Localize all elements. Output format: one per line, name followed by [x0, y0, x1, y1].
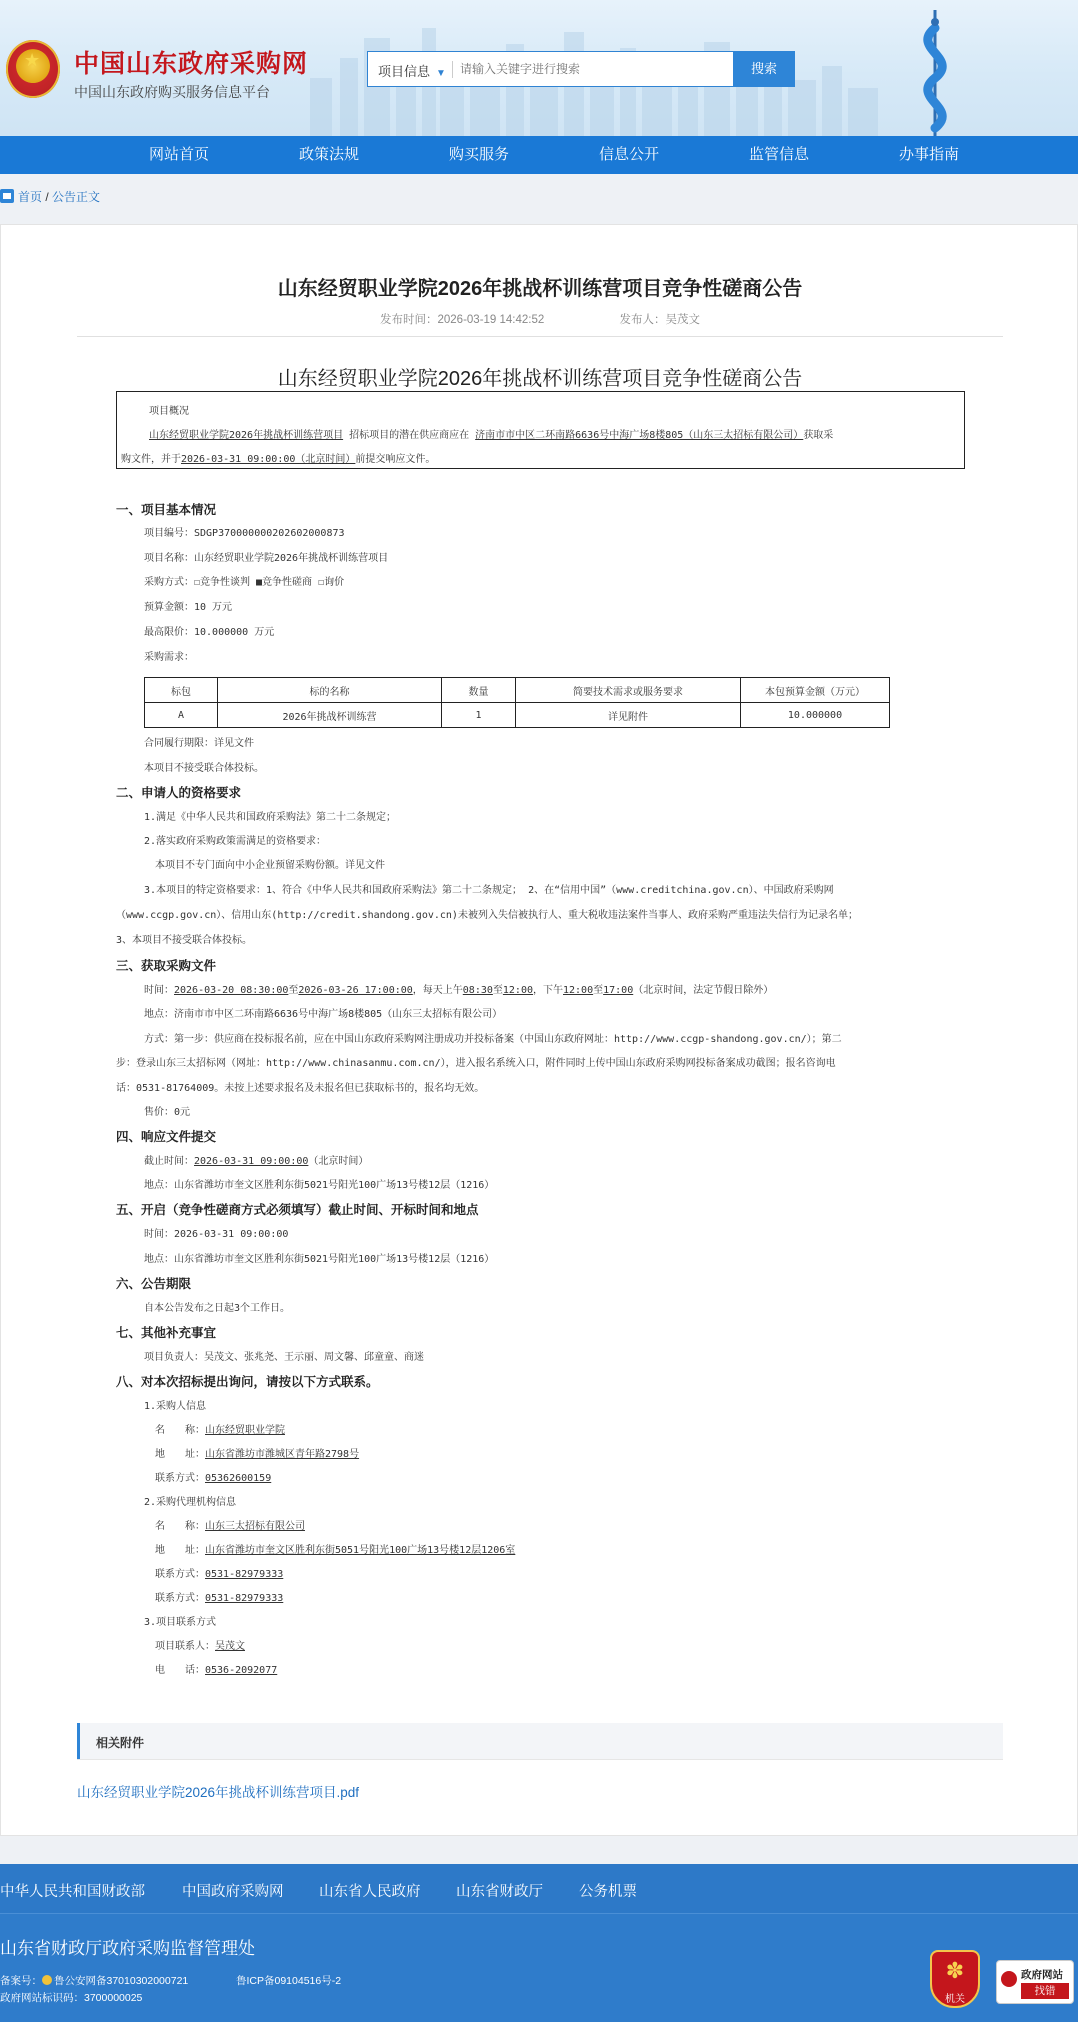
section-heading: 五、开启（竞争性磋商方式必须填写）截止时间、开标时间和地点	[116, 1203, 479, 1217]
spring-tower-icon	[900, 8, 970, 136]
site-footer	[0, 1864, 1078, 2022]
section-heading: 六、公告期限	[116, 1277, 192, 1291]
section-heading: 二、申请人的资格要求	[116, 786, 242, 800]
nav-item-guide[interactable]: 办事指南	[899, 146, 960, 163]
table-header-cell: 标的名称	[218, 678, 442, 703]
project-name: 项目名称：山东经贸职业学院2026年挑战杯训练营项目	[144, 553, 389, 564]
attachments-heading: 相关附件	[96, 1736, 145, 1750]
submission-deadline: 截止时间：2026-03-31 09:00:00（北京时间）	[144, 1156, 369, 1167]
qualification-line: 3.本项目的特定资格要求：1、符合《中华人民共和国政府采购法》第二十二条规定； 2、在“信用中国”（www.creditchina.gov.cn）、中国政府采购网	[144, 885, 834, 896]
project-contact-heading: 3.项目联系方式	[144, 1617, 217, 1628]
attachments-header	[77, 1723, 1003, 1759]
table-header-row	[145, 678, 890, 703]
find-error-badge[interactable]	[996, 1960, 1074, 2004]
table-cell: 10.000000	[741, 703, 890, 728]
breadcrumb	[0, 188, 100, 205]
project-contact: 项目联系人：吴茂文	[155, 1641, 245, 1652]
attachment-link[interactable]: 山东经贸职业学院2026年挑战杯训练营项目.pdf	[77, 1785, 360, 1800]
party-government-badge[interactable]	[930, 1950, 980, 2008]
publish-time: 发布时间：2026-03-19 14:42:52	[380, 314, 545, 326]
procurement-method: 采购方式：☐竞争性谈判 ■竞争性磋商 ☐询价	[144, 577, 345, 588]
project-phone: 电 话：0536-2092077	[155, 1665, 278, 1676]
badge-label: 机关	[945, 1994, 965, 2005]
main-nav	[0, 136, 1078, 174]
qualification-line: 2.落实政府采购政策需满足的资格要求：	[144, 836, 327, 847]
breadcrumb-home[interactable]: 首页	[18, 190, 43, 204]
title-divider	[77, 336, 1003, 337]
caret-down-icon: ▼	[436, 68, 446, 79]
footer-links	[0, 1864, 1078, 1914]
icp-record[interactable]: 鲁ICP备09104516号-2	[236, 1975, 342, 1987]
search-input[interactable]	[460, 58, 690, 80]
project-overview-box	[116, 391, 965, 469]
gov-logo-icon	[1001, 1971, 1017, 1987]
document-title: 山东经贸职业学院2026年挑战杯训练营项目竞争性磋商公告	[277, 368, 803, 390]
attachments-divider	[77, 1759, 1003, 1760]
buyer-address: 地 址：山东省潍坊市潍城区青年路2798号	[155, 1449, 360, 1460]
agent-address: 地 址：山东省潍坊市奎文区胜利东街5051号阳光100广场13号楼12层1206室	[155, 1545, 516, 1556]
table-cell: 详见附件	[516, 703, 741, 728]
site-code: 政府网站标识码：3700000025	[0, 1992, 143, 2004]
nav-item-disclosure[interactable]: 信息公开	[599, 146, 660, 163]
agent-name: 名 称：山东三太招标有限公司	[155, 1521, 305, 1532]
search-bar	[367, 51, 795, 87]
article-meta	[1, 311, 1078, 327]
section-heading: 一、项目基本情况	[116, 503, 217, 517]
footer-link-shandong-gov[interactable]: 山东省人民政府	[319, 1884, 421, 1900]
footer-link-ccgp[interactable]: 中国政府采购网	[182, 1884, 284, 1900]
search-divider	[452, 61, 453, 78]
acquisition-time: 时间：2026-03-20 08:30:00至2026-03-26 17:00:00，每天上午08:30至12:00，下午12:00至17:00（北京时间，法定节假日除外）	[144, 985, 774, 996]
police-record[interactable]: 备案号： 鲁公安网备37010302000721	[0, 1975, 189, 1987]
search-category-select[interactable]: 项目信息 ▼	[378, 64, 446, 79]
article-panel	[0, 224, 1078, 1836]
qualification-line: 3、本项目不接受联合体投标。	[116, 935, 253, 946]
document-price: 售价：0元	[144, 1107, 191, 1118]
table-header-cell: 简要技术需求或服务要求	[516, 678, 741, 703]
contract-period: 合同履行期限：详见文件	[144, 738, 254, 749]
page-title: 山东经贸职业学院2026年挑战杯训练营项目竞争性磋商公告	[277, 278, 803, 300]
nav-item-policy[interactable]: 政策法规	[299, 146, 360, 163]
table-header-cell: 数量	[442, 678, 516, 703]
table-header-cell: 本包预算金额（万元）	[741, 678, 890, 703]
qualification-line: 1.满足《中华人民共和国政府采购法》第二十二条规定；	[144, 812, 397, 823]
agent-contact: 联系方式：0531-82979333	[155, 1593, 284, 1604]
overview-heading: 项目概况	[149, 406, 189, 417]
section-heading: 八、对本次招标提出询问，请按以下方式联系。	[116, 1375, 379, 1389]
acquisition-method: 方式：第一步：供应商在投标报名前，应在中国山东政府采购网注册成功并投标备案（中国山东政府网址：http://www.ccgp-shandong.gov.cn/）；第二	[144, 1034, 842, 1045]
national-emblem-icon	[6, 40, 60, 98]
table-header-cell: 标包	[145, 678, 218, 703]
table-row	[145, 703, 890, 728]
nav-item-supervision[interactable]: 监管信息	[749, 146, 810, 163]
table-cell: 2026年挑战杯训练营	[218, 703, 442, 728]
footer-organization: 山东省财政厅政府采购监督管理处	[0, 1939, 255, 1958]
emblem-glyph-icon: ✽	[945, 1958, 965, 1983]
project-leaders: 项目负责人：吴茂文、张兆尧、王示丽、周文馨、邱童童、商迷	[144, 1352, 424, 1363]
lot-table	[144, 677, 890, 728]
opening-time: 时间：2026-03-31 09:00:00	[144, 1229, 289, 1240]
submission-place: 地点：山东省潍坊市奎文区胜利东街5021号阳光100广场13号楼12层（1216）	[144, 1180, 495, 1191]
buyer-contact: 联系方式：05362600159	[155, 1473, 272, 1484]
acquisition-method: 话：0531-81764009。未按上述要求报名及未报名但已获取标书的，报名均无效。	[116, 1083, 485, 1094]
site-title[interactable]: 中国山东政府采购网	[74, 50, 309, 78]
acquisition-place: 地点：济南市市中区二环南路6636号中海广场8楼805（山东三太招标有限公司）	[144, 1009, 503, 1020]
nav-item-home[interactable]: 网站首页	[149, 146, 210, 163]
table-cell: A	[145, 703, 218, 728]
section-heading: 四、响应文件提交	[116, 1130, 217, 1144]
publisher: 发布人：吴茂文	[619, 314, 700, 326]
budget-amount: 预算金额：10 万元	[144, 602, 233, 613]
site-subtitle: 中国山东政府购买服务信息平台	[74, 84, 270, 100]
overview-line: 购文件，并于2026-03-31 09:00:00（北京时间）前提交响应文件。	[121, 454, 436, 465]
footer-link-finance-dept[interactable]: 山东省财政厅	[456, 1884, 543, 1900]
site-header	[0, 0, 1078, 136]
badge-action: 找错	[1021, 1983, 1069, 1999]
search-button[interactable]: 搜索	[733, 51, 795, 87]
project-number: 项目编号：SDGP370000000202602000873	[144, 528, 345, 539]
joint-bid-note: 本项目不接受联合体投标。	[144, 763, 264, 774]
police-badge-icon	[42, 1975, 52, 1985]
overview-line: 山东经贸职业学院2026年挑战杯训练营项目 招标项目的潜在供应商应在 济南市市中区二环南路6636号中海广场8楼805（山东三太招标有限公司）获取采	[149, 430, 834, 441]
notice-period: 自本公告发布之日起3个工作日。	[144, 1303, 291, 1314]
badge-title: 政府网站	[1021, 1969, 1063, 1981]
home-icon[interactable]	[0, 189, 14, 203]
buyer-name: 名 称：山东经贸职业学院	[155, 1425, 285, 1436]
buyer-info-heading: 1.采购人信息	[144, 1401, 207, 1412]
acquisition-method: 步：登录山东三太招标网（网址：http://www.chinasanmu.com.cn/），进入报名系统入口，附件同时上传中国山东政府采购网投标备案成功截图；报名咨询电	[116, 1058, 836, 1069]
agent-info-heading: 2.采购代理机构信息	[144, 1497, 237, 1508]
max-price: 最高限价：10.000000 万元	[144, 627, 275, 638]
section-heading: 三、获取采购文件	[116, 959, 217, 973]
nav-item-services[interactable]: 购买服务	[449, 146, 510, 163]
agent-contact: 联系方式：0531-82979333	[155, 1569, 284, 1580]
breadcrumb-current[interactable]: 公告正文	[52, 190, 101, 204]
opening-place: 地点：山东省潍坊市奎文区胜利东街5021号阳光100广场13号楼12层（1216）	[144, 1254, 495, 1265]
breadcrumb-separator: /	[45, 190, 49, 204]
qualification-line: （www.ccgp.gov.cn）、信用山东(http://credit.shandong.gov.cn)未被列入失信被执行人、重大税收违法案件当事人、政府采购严重违法失信行为记录名单；	[116, 910, 858, 921]
section-heading: 七、其他补充事宜	[116, 1326, 217, 1340]
footer-link-mof[interactable]: 中华人民共和国财政部	[0, 1884, 145, 1900]
qualification-line: 本项目不专门面向中小企业预留采购份额。详见文件	[155, 860, 385, 871]
footer-link-air-tickets[interactable]: 公务机票	[579, 1884, 637, 1900]
table-cell: 1	[442, 703, 516, 728]
procurement-requirements: 采购需求：	[144, 652, 194, 663]
